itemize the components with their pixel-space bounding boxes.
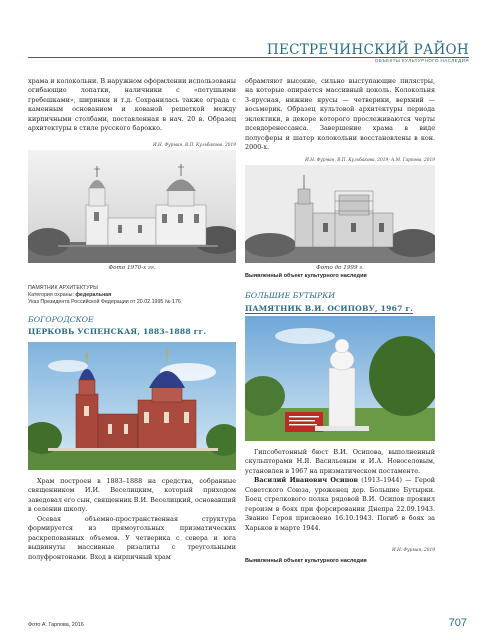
right-top-credit: И.Н. Фурман, В.П. Кульбакова, 2019; А.М. Гарпова, 2019 [305, 158, 435, 163]
photo-church-before-1999 [245, 165, 435, 263]
right-paragraph-1: Гипсобетонный бюст В.И. Осипова, выполненный скульпторами Н.Я. Васильевым и И.А. Новоселовым, установлен в 1967 на призматическом постаменте. [245, 448, 435, 475]
monument-type: ПАМЯТНИК АРХИТЕКТУРЫ [28, 285, 98, 291]
church-ruin-illustration [245, 165, 435, 263]
church-bw-illustration [28, 150, 236, 263]
left-place-name: БОГОРОДСКОЕ [28, 315, 94, 324]
right-top-text: обрамляют высокие, сильно выступающие пилястры, на которые опирается массивный цоколь. Колокольня 3-ярусная, нижние ярусы — четверики, верхний — восьмерик. Образец культовой архитектуры периода эклектики, в декоре которого прослеживаются черты псевдоренессанса. Завершение храма в виде полусферы и шатер колокольни восстановлены в кон. 2000-х. [245, 77, 435, 152]
red-church-illustration [28, 342, 236, 470]
right-bottom-heritage-note: Выявленный объект культурного наследия [245, 558, 367, 564]
category-label: Категория охраны: [28, 292, 74, 299]
right-top-paragraph [245, 77, 435, 153]
left-section-title: ЦЕРКОВЬ УСПЕНСКАЯ, 1883–1888 гг. [28, 327, 207, 336]
decree-text: Указ Президента Российской Федерации от 20.02.1995 № 176 [28, 299, 181, 306]
left-top-paragraph [28, 77, 236, 134]
photo-osipov-monument [245, 316, 435, 441]
photo-uspensky-church [28, 342, 236, 470]
left-bottom-text [28, 477, 236, 562]
right-paragraph-2 [245, 476, 435, 533]
photo-right-caption: Фото до 1999 г. [316, 265, 364, 271]
right-heritage-note: Выявленный объект культурного наследия [245, 273, 367, 279]
photo-left-caption: Фото 1970-х гг. [108, 265, 156, 271]
right-bottom-text [245, 448, 435, 533]
photo-church-1970s [28, 150, 236, 263]
right-section-title: ПАМЯТНИК В.И. ОСИПОВУ, 1967 г. [245, 304, 414, 313]
left-paragraph-1: Храм построен в 1883–1888 на средства, собранные священником И.И. Веселицким, который приходом заведовал его сын, священник В.И. Веселицкий, основавший в селении школу. [28, 477, 236, 514]
monument-illustration [245, 316, 435, 441]
page-header-title: ПЕСТРЕЧИНСКИЙ РАЙОН [266, 42, 469, 58]
page-header-subtitle: ОБЪЕКТЫ КУЛЬТУРНОГО НАСЛЕДИЯ [374, 58, 469, 63]
left-top-credit: И.Н. Фурман, В.П. Кульбакова, 2019 [152, 143, 236, 148]
hero-bio: (1913–1944) — Герой Советского Союза, уроженец дер. Большие Бутырки. Боец стрелкового полка рядовой В.И. Осипов проявил героизм в боях при форсировании Днепра 22.09.1943. Звание Героя присвоено 16.10.1943. Погиб в боях за Харьков в марте 1944. [245, 476, 435, 532]
left-top-text: храма и колокольни. В наружном оформлении использованы огибающие лопатки, наличники с «петушьими гребешками», ширинки и т.д. Сохранилась также ограда с каменным основанием и кованой решеткой между кирпичными столбами, поставленная в нач. 20 в. Образец архитектуры в стиле русского барокко. [28, 77, 236, 133]
right-place-name: БОЛЬШИЕ БУТЫРКИ [245, 291, 336, 300]
legal-block [28, 285, 236, 307]
hero-name: Василий Иванович Осипов [254, 476, 358, 485]
right-bottom-credit: И.Н. Фурман, 2019 [391, 548, 435, 553]
footer-photo-credit: Фото А. Гарпова, 2016 [28, 622, 84, 628]
category-value: федеральная [75, 292, 112, 299]
left-paragraph-2: Осевая объемно-пространственная структура формируется из прямоугольных призматических раскрепованных объемов. У четверика с севера и юга выдвинуты массивные ризалиты с треугольными полуфронтонами. Вход в кирпичный храм [28, 514, 236, 561]
page-number: 707 [448, 617, 467, 629]
